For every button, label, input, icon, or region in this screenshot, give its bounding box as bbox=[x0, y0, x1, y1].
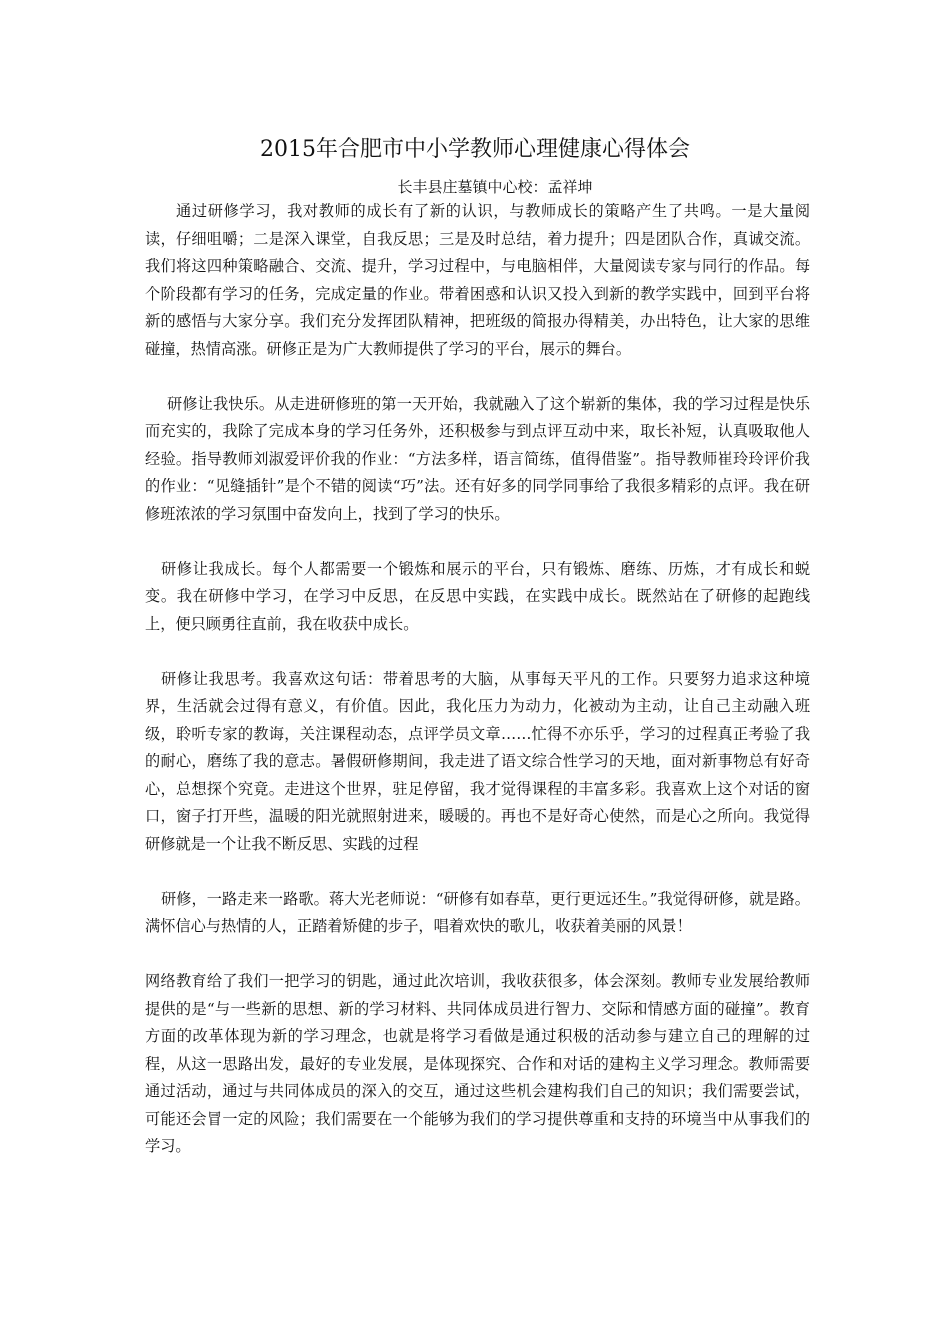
paragraph-1: 通过研修学习，我对教师的成长有了新的认识，与教师成长的策略产生了共鸣。一是大量阅读，仔细咀嚼；二是深入课堂，自我反思；三是及时总结，着力提升；四是团队合作，真诚交流。我们将这四种策略融合、交流、提升，学习过程中，与电脑相伴，大量阅读专家与同行的作品。每个阶段都有学习的任务，完成定量的作业。带着困惑和认识又投入到新的教学实践中，回到平台将新的感悟与大家分享。我们充分发挥团队精神，把班级的简报办得精美，办出特色，让大家的思维碰撞，热情高涨。研修正是为广大教师提供了学习的平台，展示的舞台。 bbox=[145, 202, 810, 358]
document-title: 2015年合肥市中小学教师心理健康心得体会 bbox=[260, 137, 690, 162]
paragraph-5: 研修，一路走来一路歌。蒋大光老师说：“研修有如春草，更行更远还生。”我觉得研修，就是路。满怀信心与热情的人，正踏着矫健的步子，唱着欢快的歌儿，收获着美丽的风景！ bbox=[145, 889, 810, 935]
document-body bbox=[145, 198, 810, 1161]
paragraph-4: 研修让我思考。我喜欢这句话：带着思考的大脑，从事每天平凡的工作。只要努力追求这种境界，生活就会过得有意义，有价值。因此，我化压力为动力，化被动为主动，让自己主动融入班级，聆听专家的教诲，关注课程动态，点评学员文章……忙得不亦乐乎，学习的过程真正考验了我的耐心，磨练了我的意志。暑假研修期间，我走进了语文综合性学习的天地，面对新事物总有好奇心，总想探个究竟。走进这个世界，驻足停留，我才觉得课程的丰富多彩。我喜欢上这个对话的窗口，窗子打开些，温暖的阳光就照射进来，暖暖的。再也不是好奇心使然，而是心之所向。我觉得研修就是一个让我不断反思、实践的过程 bbox=[145, 669, 810, 853]
author-line: 长丰县庄墓镇中心校：孟祥坤 bbox=[397, 178, 593, 196]
paragraph-spacer bbox=[145, 363, 810, 391]
paragraph-spacer bbox=[145, 528, 810, 556]
paragraph-3: 研修让我成长。每个人都需要一个锻炼和展示的平台，只有锻炼、磨练、历炼，才有成长和蜕变。我在研修中学习，在学习中反思，在反思中实践，在实践中成长。既然站在了研修的起跑线上，便只顾勇往直前，我在收获中成长。 bbox=[145, 559, 810, 633]
paragraph-spacer bbox=[145, 638, 810, 666]
paragraph-6: 网络教育给了我们一把学习的钥匙，通过此次培训，我收获很多，体会深刻。教师专业发展给教师提供的是“与一些新的思想、新的学习材料、共同体成员进行智力、交际和情感方面的碰撞”。教育方面的改革体现为新的学习理念，也就是将学习看做是通过积极的活动参与建立自己的理解的过程，从这一思路出发，最好的专业发展，是体现探究、合作和对话的建构主义学习理念。教师需要通过活动，通过与共同体成员的深入的交互，通过这些机会建构我们自己的知识；我们需要尝试，可能还会冒一定的风险；我们需要在一个能够为我们的学习提供尊重和支持的环境当中从事我们的学习。 bbox=[145, 972, 810, 1155]
paragraph-2: 研修让我快乐。从走进研修班的第一天开始，我就融入了这个崭新的集体，我的学习过程是快乐而充实的，我除了完成本身的学习任务外，还积极参与到点评互动中来，取长补短，认真吸取他人经验。指导教师刘淑爱评价我的作业：“方法多样，语言简练，值得借鉴”。指导教师崔玲玲评价我的作业：“见缝插针”是个不错的阅读“巧”法。还有好多的同学同事给了我很多精彩的点评。我在研修班浓浓的学习氛围中奋发向上，找到了学习的快乐。 bbox=[145, 394, 810, 523]
paragraph-spacer bbox=[145, 858, 810, 886]
paragraph-spacer bbox=[145, 941, 810, 969]
